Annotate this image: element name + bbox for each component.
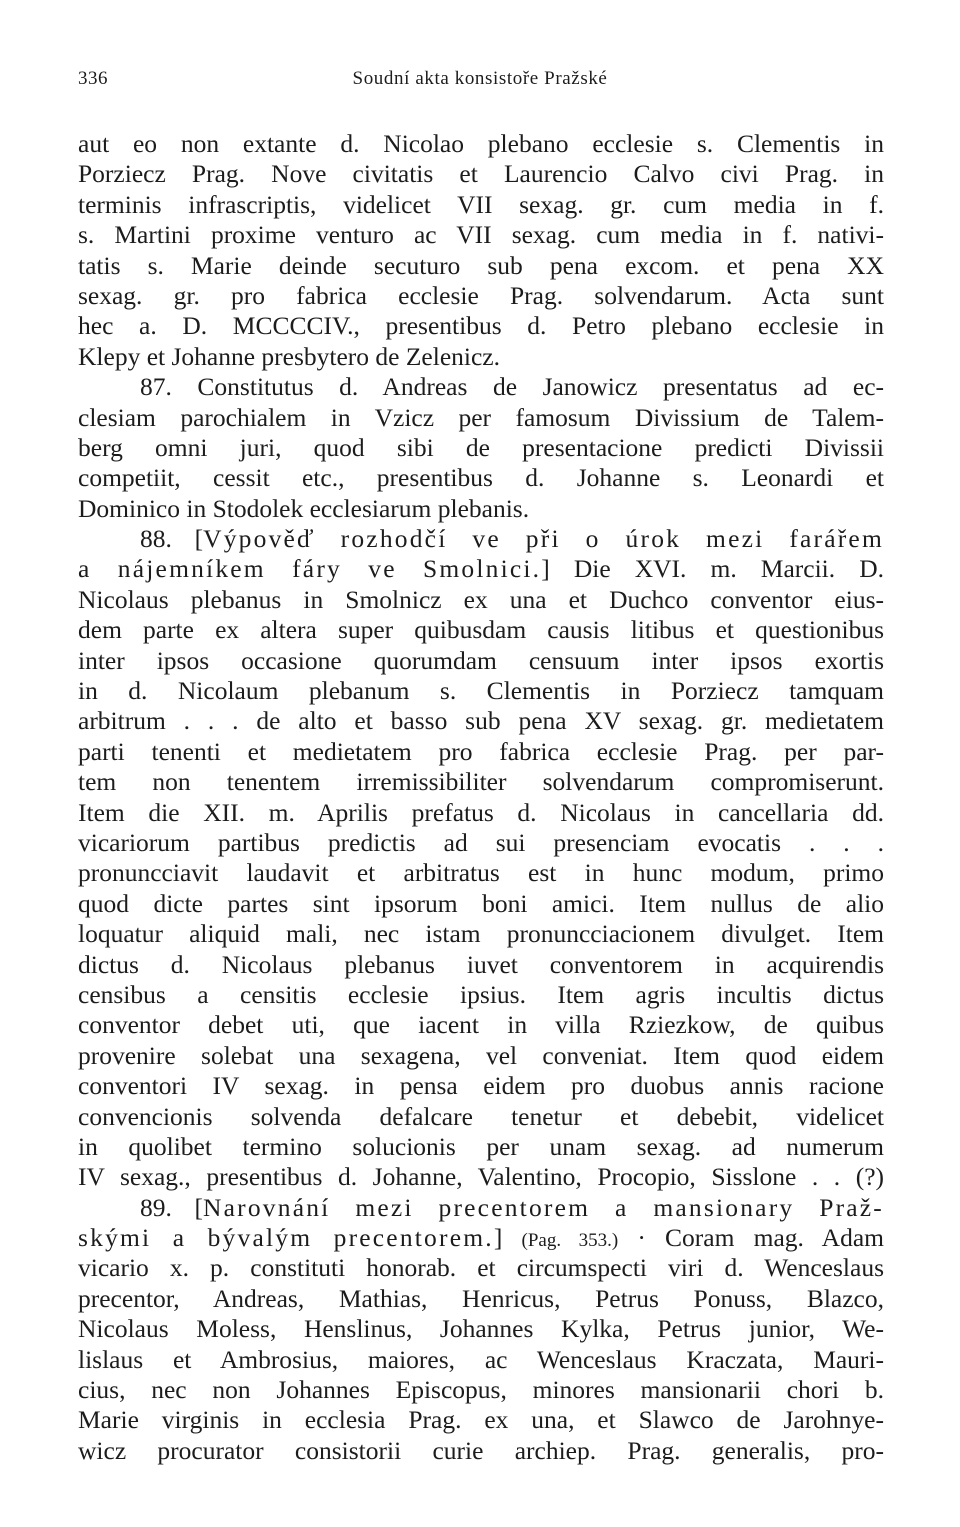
entry-number: 88. [: [140, 524, 204, 554]
text-line: in quolibet termino solucionis per unam sexag. ad numerum: [78, 1131, 884, 1161]
text-line: dictus d. Nicolaus plebanus iuvet conventorem in acquirendis: [78, 949, 884, 979]
text-line: vicario x. p. constituti honorab. et circumspecti viri d. Wenceslaus: [78, 1253, 884, 1283]
text-segment: · Coram mag. Adam: [618, 1223, 884, 1253]
text-line: pronuncciavit laudavit et arbitratus est in hunc modum, primo: [78, 858, 884, 888]
text-line: cius, nec non Johannes Episcopus, minores mansionarii chori b.: [78, 1375, 884, 1405]
paragraph-88-start: [78, 524, 884, 554]
text-line: berg omni juri, quod sibi de presentacione predicti Divissii: [78, 432, 884, 462]
text-line: Marie virginis in ecclesia Prag. ex una, et Slawco de Jarohnye-: [78, 1405, 884, 1435]
text-line: loquatur aliquid mali, nec istam pronuncciacionem divulget. Item: [78, 919, 884, 949]
text-line: Item die XII. m. Aprilis prefatus d. Nicolaus in cancellaria dd.: [78, 797, 884, 827]
page-header: [0, 68, 960, 98]
text-line: tatis s. Marie deinde secuturo sub pena excom. et pena XX: [78, 250, 884, 280]
text-line: hec a. D. MCCCCIV., presentibus d. Petro plebano ecclesie in: [78, 311, 884, 341]
text-line: Nicolaus plebanus in Smolnicz ex una et Duchco conventor eius-: [78, 584, 884, 614]
text-line: lislaus et Ambrosius, maiores, ac Wenceslaus Kraczata, Mauri-: [78, 1344, 884, 1374]
text-line: [78, 1223, 884, 1253]
text-line: Porziecz Prag. Nove civitatis et Laurencio Calvo civi Prag. in: [78, 159, 884, 189]
entry-number: 89. [: [140, 1192, 204, 1222]
text-line: conventor debet uti, que iacent in villa Rziezkow, de quibus: [78, 1010, 884, 1040]
text-line: conventori IV sexag. in pensa eidem pro duobus annis racione: [78, 1071, 884, 1101]
text-line: clesiam parochialem in Vzicz per famosum Divissium de Talem-: [78, 402, 884, 432]
text-line: tem non tenentem irremissibiliter solvendarum compromiserunt.: [78, 767, 884, 797]
body-text: [78, 129, 884, 1466]
text-line: IV sexag., presentibus d. Johanne, Valentino, Procopio, Sisslone . . (?): [78, 1162, 884, 1192]
text-line: inter ipsos occasione quorumdam censuum inter ipsos exortis: [78, 645, 884, 675]
running-title: Soudní akta konsistoře Pražské: [352, 68, 608, 89]
text-line: wicz procurator consistorii curie archiep. Prag. generalis, pro-: [78, 1435, 884, 1465]
text-line: Klepy et Johanne presbytero de Zelenicz.: [78, 341, 500, 371]
text-line: s. Martini proxime venturo ac VII sexag. cum media in f. nativi-: [78, 220, 884, 250]
text-line: Nicolaus Moless, Henslinus, Johannes Kylka, Petrus junior, We-: [78, 1314, 884, 1344]
text-segment: ] Die XVI. m. Marcii. D.: [541, 554, 884, 584]
text-line: quod dicte partes sint ipsorum boni amici. Item nullus de alio: [78, 888, 884, 918]
paragraph-89-start: [78, 1193, 884, 1223]
text-line: parti tenenti et medietatem pro fabrica ecclesie Prag. per par-: [78, 736, 884, 766]
czech-summary: Narovnání mezi precentorem a mansionary Praž-: [203, 1192, 884, 1222]
page-number: 336: [78, 68, 108, 89]
text-line: in d. Nicolaum plebanum s. Clementis in Porziecz tamquam: [78, 676, 884, 706]
text-line: terminis infrascriptis, videlicet VII sexag. gr. cum media in f.: [78, 189, 884, 219]
text-segment: ]: [493, 1223, 522, 1253]
text-line: aut eo non extante d. Nicolao plebano ecclesie s. Clementis in: [78, 129, 884, 158]
text-line: censibus a censitis ecclesie ipsius. Item agris incultis dictus: [78, 979, 884, 1009]
text-line: precentor, Andreas, Mathias, Henricus, Petrus Ponuss, Blazco,: [78, 1283, 884, 1313]
paragraph-87-start: 87. Constitutus d. Andreas de Janowicz presentatus ad ec-: [140, 372, 884, 402]
text-line: arbitrum . . . de alto et basso sub pena XV sexag. gr. medietatem: [78, 706, 884, 736]
text-line: provenire solebat una sexagena, vel conveniat. Item quod eidem: [78, 1040, 884, 1070]
text-line: convencionis solvenda defalcare tenetur et debebit, videlicet: [78, 1101, 884, 1131]
text-line: vicariorum partibus predictis ad sui presenciam evocatis . . .: [78, 827, 884, 857]
czech-summary: skými a bývalým precentorem.: [78, 1223, 494, 1253]
czech-summary: a nájemníkem fáry ve Smolnici.: [78, 554, 542, 584]
text-line: Dominico in Stodolek ecclesiarum plebanis.: [78, 493, 530, 523]
text-line: dem parte ex altera super quibusdam causis litibus et questionibus: [78, 615, 884, 645]
page-reference: (Pag. 353.): [521, 1230, 619, 1252]
text-line: [78, 554, 884, 584]
czech-summary: Výpověď rozhodčí ve při o úrok mezi farářem: [203, 524, 884, 554]
text-line: sexag. gr. pro fabrica ecclesie Prag. solvendarum. Acta sunt: [78, 280, 884, 310]
text-line: competiit, cessit etc., presentibus d. Johanne s. Leonardi et: [78, 463, 884, 493]
